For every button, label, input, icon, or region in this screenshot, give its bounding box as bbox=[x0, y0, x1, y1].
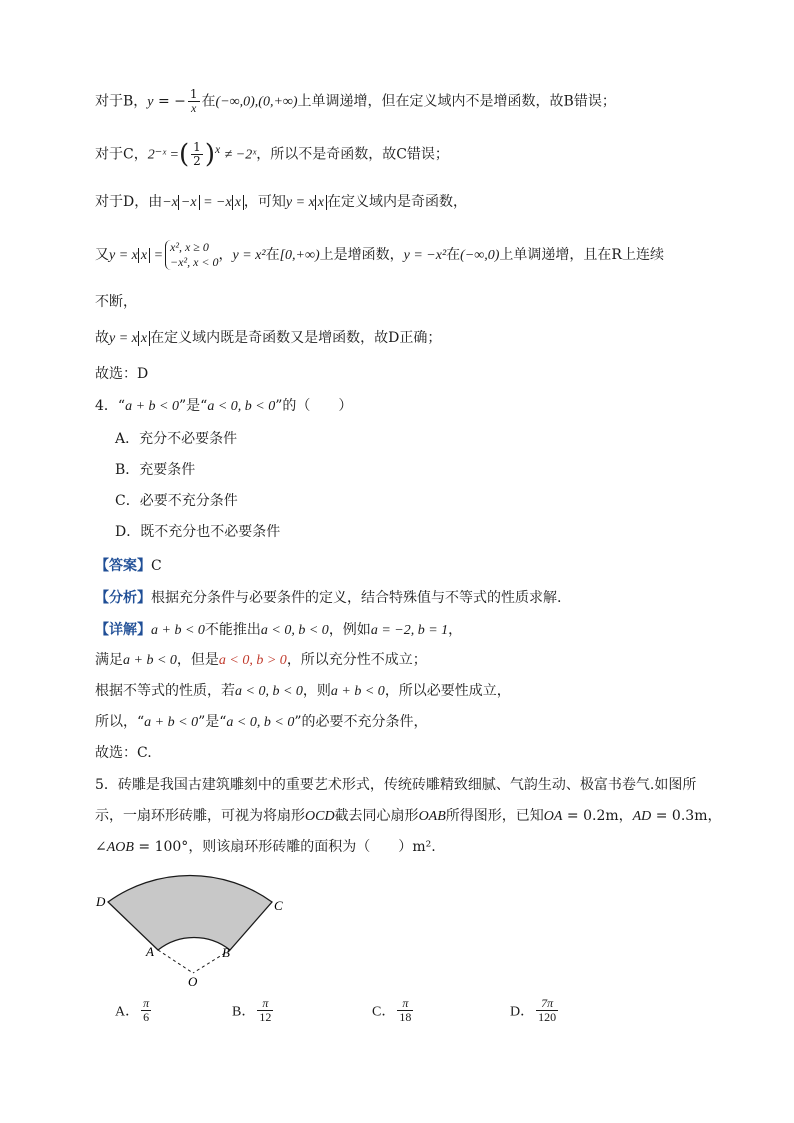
label-o: O bbox=[188, 974, 198, 989]
label-a: A bbox=[146, 944, 154, 959]
solution-cont-line: 不断， bbox=[95, 294, 137, 310]
label-d: D bbox=[96, 894, 106, 909]
solution-d-line: 对于D，由−x −x = −x x ，可知y = x x 在定义域内是奇函数， bbox=[95, 194, 467, 210]
q5-line-3: ∠AOB = 100°，则该扇环形砖雕的面积为（ ）m². bbox=[95, 839, 436, 855]
q5-line-1: 5．砖雕是我国古建筑雕刻中的重要艺术形式，传统砖雕精致细腻、气韵生动、极富书卷气.如图所 bbox=[95, 777, 697, 793]
solution-b-line: 对于B，y = − $\frac{1}{x}$ 在(−∞,0),(0,+∞)上单调递增，但在定义域内不是增函数，故B错误； bbox=[95, 87, 616, 115]
label-b: B bbox=[222, 945, 230, 960]
solution-choose-d: 故选：D bbox=[95, 366, 149, 382]
q5-option-b: B． $\frac{\pi}{12}$ bbox=[232, 996, 272, 1024]
q5-option-d: D． $\frac{7\pi}{120}$ bbox=[510, 996, 557, 1024]
q5-option-c: C． $\frac{\pi}{18}$ bbox=[372, 996, 412, 1024]
q5-option-a: A． $\frac{\pi}{6}$ bbox=[115, 996, 150, 1024]
q4-detail-3: 根据不等式的性质，若a < 0, b < 0，则a + b < 0，所以必要性成立， bbox=[95, 683, 511, 699]
q5-line-2: 示，一扇环形砖雕，可视为将扇形OCD截去同心扇形OAB所得图形，已知OA = 0.2m，AD = 0.3m， bbox=[95, 808, 722, 824]
fan-ring-figure bbox=[90, 860, 300, 990]
radius-line-oa bbox=[158, 950, 193, 973]
q4-detail-4: 所以，“a + b < 0”是“a < 0, b < 0”的必要不充分条件， bbox=[95, 714, 428, 730]
q4-option-a: A．充分不必要条件 bbox=[115, 431, 238, 447]
q4-detail-1: 【详解】a + b < 0不能推出a < 0, b < 0，例如a = −2, b = 1， bbox=[95, 622, 463, 638]
q4-option-b: B．充要条件 bbox=[115, 462, 196, 478]
piecewise-cases: x², x ≥ 0 −x², x < 0 bbox=[165, 240, 218, 270]
q4-stem: 4．“a + b < 0”是“a < 0, b < 0”的（ ） bbox=[95, 398, 353, 414]
label-c: C bbox=[274, 898, 283, 913]
solution-again-line: 又y = x x = x², x ≥ 0 −x², x < 0 ，y = x²在[0,+∞)上是增函数，y = −x²在(−∞,0)上单调递增，且在R上连续 bbox=[95, 240, 664, 269]
q4-option-c: C．必要不充分条件 bbox=[115, 493, 238, 509]
q4-answer: 【答案】C bbox=[95, 558, 162, 574]
fan-ring-shaded-region bbox=[108, 875, 272, 950]
solution-conclusion-line: 故y = x x 在定义域内既是奇函数又是增函数，故D正确； bbox=[95, 330, 442, 346]
q4-detail-2: 满足a + b < 0，但是a < 0, b > 0，所以充分性不成立； bbox=[95, 652, 427, 668]
q4-option-d: D．既不充分也不必要条件 bbox=[115, 524, 281, 540]
q4-choose: 故选：C. bbox=[95, 745, 152, 761]
solution-c-line: 对于C，2⁻ˣ =( $\frac{1}{2}$ )$^x$ ≠ −2ˣ，所以不是奇函数，故C错误； bbox=[95, 139, 449, 170]
q4-analysis: 【分析】根据充分条件与必要条件的定义，结合特殊值与不等式的性质求解. bbox=[95, 590, 562, 606]
